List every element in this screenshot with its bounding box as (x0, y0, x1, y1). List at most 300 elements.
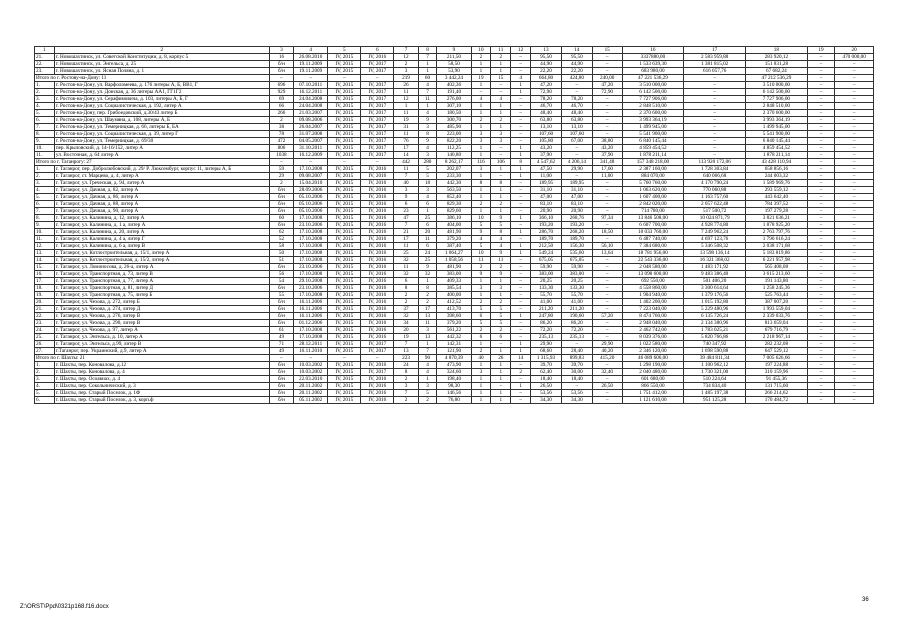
table-cell: 1 (471, 397, 491, 404)
table-row (35, 320, 874, 327)
table-row (35, 222, 874, 229)
row-number: 5. (35, 194, 55, 201)
subtotal-label: Итого по г. Ростову-на-Дону: 11 (35, 75, 270, 82)
table-cell: – (807, 264, 835, 271)
table-cell: IV, 2017 (361, 131, 394, 138)
table-cell: – (592, 117, 622, 124)
table-cell: 32,40 (592, 369, 622, 376)
table-cell: 47 221 536,29 (622, 75, 684, 82)
table-cell: 442,32 (437, 334, 471, 341)
table-cell: IV, 2016 (361, 54, 394, 61)
row-number: 11. (35, 152, 55, 159)
table-cell: 8 (491, 180, 511, 187)
table-cell: – (361, 159, 394, 166)
table-cell: – (511, 131, 531, 138)
table-cell: 1 (471, 68, 491, 75)
table-cell: – (592, 264, 622, 271)
table-cell: – (835, 278, 874, 285)
address-cell: г. Таганрог, ул. Чехова, д. 97, литер А (54, 327, 269, 334)
table-cell: 6 607 700,00 (622, 222, 684, 229)
table-cell: 48,40 (531, 110, 562, 117)
table-cell: 28.09.2006 (294, 187, 328, 194)
table-cell: 47,20 (592, 82, 622, 89)
table-cell: – (684, 75, 746, 82)
table-cell: 806 (269, 145, 293, 152)
table-cell: 61 (269, 327, 293, 334)
address-cell: г. Ростов-на-Дону, ул. Шаумяна, д. 108, литеры А, Б (54, 117, 269, 124)
table-cell: 235,13 (531, 334, 562, 341)
table-cell: 7 (394, 341, 418, 348)
table-cell: 32 (394, 271, 418, 278)
table-cell: IV, 2016 (361, 383, 394, 390)
table-cell: 10.03.2002 (294, 369, 328, 376)
table-cell: – (592, 96, 622, 103)
table-cell: 1 (511, 82, 531, 89)
table-cell: 415,20 (592, 355, 622, 362)
table-cell: 2 (394, 397, 418, 404)
table-cell: – (807, 131, 835, 138)
row-number: 8. (35, 215, 55, 222)
table-cell: 22 543 336,00 (622, 257, 684, 264)
table-row (35, 362, 874, 369)
column-number: 4 (294, 47, 328, 54)
table-cell: 18 (418, 180, 437, 187)
table-cell: – (511, 299, 531, 306)
table-cell: 4 (491, 243, 511, 250)
table-cell: – (592, 306, 622, 313)
table-cell: 34,30 (561, 397, 592, 404)
table-cell: 95,50 (561, 54, 592, 61)
table-row (35, 285, 874, 292)
table-cell: IV, 2016 (361, 236, 394, 243)
table-cell: IV, 2015 (328, 138, 361, 145)
table-cell: 1 (471, 173, 491, 180)
table-cell: 11,00 (592, 173, 622, 180)
table-cell: 1 (471, 61, 491, 68)
table-cell: 1 728 303,84 (684, 166, 746, 173)
table-cell: – (684, 145, 746, 152)
column-number: 6 (361, 47, 394, 54)
row-number: 4. (35, 103, 55, 110)
table-cell: – (511, 103, 531, 110)
table-cell: IV, 2015 (328, 61, 361, 68)
table-cell: – (592, 271, 622, 278)
table-cell: IV, 2017 (361, 103, 394, 110)
table-cell: 67,00 (561, 138, 592, 145)
table-cell: б/н (269, 306, 293, 313)
table-cell: 1 (471, 341, 491, 348)
table-cell: 2 (491, 117, 511, 124)
table-cell: – (807, 355, 835, 362)
table-cell: – (835, 89, 874, 96)
table-cell: – (684, 138, 746, 145)
table-cell: 2 (471, 117, 491, 124)
table-cell: 385,54 (437, 285, 471, 292)
table-cell: 379,20 (437, 236, 471, 243)
column-number: 1 (35, 47, 55, 54)
table-cell: IV, 2017 (361, 96, 394, 103)
table-cell: 223,00 (437, 131, 471, 138)
table-cell: 23 (394, 208, 418, 215)
table-cell: 485,90 (437, 124, 471, 131)
table-cell: 51 (269, 257, 293, 264)
table-cell: IV, 2015 (328, 187, 361, 194)
table-cell: 68,60 (531, 348, 562, 355)
table-cell: 1 (418, 68, 437, 75)
table-cell: 4 170 790,24 (684, 180, 746, 187)
table-cell: 31.07.2008 (294, 131, 328, 138)
table-cell: 49 (269, 334, 293, 341)
table-cell: 14 (394, 152, 418, 159)
table-cell: 22,20 (531, 68, 562, 75)
table-cell: 01.12.2006 (294, 320, 328, 327)
table-cell: 884 070,00 (622, 173, 684, 180)
table-cell: 19.11.2009 (294, 61, 328, 68)
table-cell: 664,80 (531, 75, 562, 82)
table-cell: 43 428 110,94 (746, 159, 808, 166)
table-cell: IV, 2015 (328, 96, 361, 103)
table-row (35, 348, 874, 355)
table-cell: – (807, 341, 835, 348)
address-cell: г. Таганрог, пер. Добролюбовский, д. 29/ Р. Люксембург, корпус 11, литеры А, Б (54, 166, 269, 173)
table-cell: 12 (394, 96, 418, 103)
row-number: 13. (35, 250, 55, 257)
table-cell: – (807, 285, 835, 292)
table-cell: – (807, 89, 835, 96)
table-cell: IV, 2015 (328, 299, 361, 306)
table-cell: IV, 2015 (328, 222, 361, 229)
table-cell: IV, 2016 (361, 229, 394, 236)
table-cell: IV, 2015 (328, 117, 361, 124)
table-cell: 1 878 211,14 (622, 152, 684, 159)
table-cell: 2 (269, 117, 293, 124)
table-cell: 481,90 (437, 229, 471, 236)
row-number: 14. (35, 257, 55, 264)
table-cell: 1 163 757,60 (684, 194, 746, 201)
table-cell: – (592, 327, 622, 334)
table-cell: 40,20 (592, 348, 622, 355)
address-cell: г. Таганрог, ул. Транспортная, д. 75, литер Б (54, 292, 269, 299)
table-cell: 58 (269, 243, 293, 250)
table-cell: 1 258 245,36 (746, 285, 808, 292)
table-cell: 107,60 (531, 131, 562, 138)
table-cell: – (592, 54, 622, 61)
table-cell: IV, 2015 (328, 264, 361, 271)
table-cell: – (294, 355, 328, 362)
table-cell: IV, 2017 (361, 68, 394, 75)
table-cell: – (328, 75, 361, 82)
table-cell: 19 (394, 117, 418, 124)
address-cell: г. Таганрог, ул. Дачная, д. 88, литер А (54, 201, 269, 208)
table-cell: – (807, 306, 835, 313)
table-cell: 5 (491, 320, 511, 327)
table-cell: 2 948 040,00 (622, 320, 684, 327)
table-cell: 17.10.2008 (294, 271, 328, 278)
table-cell: 1 (471, 390, 491, 397)
table-cell: IV, 2015 (328, 215, 361, 222)
table-cell: 3 (418, 152, 437, 159)
table-cell: 341,48 (592, 159, 622, 166)
table-cell: 78,20 (561, 96, 592, 103)
table-cell: 219 (394, 75, 418, 82)
table-cell: 5 (491, 306, 511, 313)
table-cell: IV, 2017 (361, 348, 394, 355)
table-cell: – (807, 208, 835, 215)
table-cell: – (807, 68, 835, 75)
table-cell: 17 (418, 306, 437, 313)
table-cell: – (294, 159, 328, 166)
table-cell: 1 (491, 369, 511, 376)
table-cell: – (835, 187, 874, 194)
table-cell: 280 (418, 159, 437, 166)
table-cell: – (835, 271, 874, 278)
table-cell: 202,07 (437, 166, 471, 173)
table-cell: 31,10 (531, 187, 562, 194)
table-row (35, 180, 874, 187)
table-cell: 4 (491, 96, 511, 103)
table-cell: 442,30 (437, 180, 471, 187)
table-cell: 76,80 (437, 397, 471, 404)
table-cell: 11,00 (531, 173, 562, 180)
address-cell: г. Таганрог, ул. Дачная, д. 82, литер А (54, 187, 269, 194)
table-cell: 3 (491, 131, 511, 138)
row-number: 1. (35, 362, 55, 369)
table-cell: IV, 2015 (328, 376, 361, 383)
table-cell: – (592, 390, 622, 397)
table-cell: 78 (269, 131, 293, 138)
table-cell: 09.08.2007 (294, 173, 328, 180)
table-cell: 1038 (269, 152, 293, 159)
table-row (35, 89, 874, 96)
table-cell: – (835, 117, 874, 124)
table-cell: 05.10.2006 (294, 201, 328, 208)
table-cell: 2 370 600,00 (622, 110, 684, 117)
row-number: 22. (35, 61, 55, 68)
table-cell: 1 790 616,24 (746, 236, 808, 243)
table-cell: – (835, 362, 874, 369)
table-cell: 53,56 (531, 390, 562, 397)
table-cell: IV, 2015 (328, 243, 361, 250)
table-cell: 307,10 (437, 103, 471, 110)
table-cell: 1 (471, 103, 491, 110)
table-cell: 1 (491, 362, 511, 369)
table-cell: IV, 2017 (361, 117, 394, 124)
table-cell: 23.10.2006 (294, 285, 328, 292)
address-cell: г. Таганрог, ул. Дачная, д. 86, литер А (54, 194, 269, 201)
table-cell: 9 (471, 229, 491, 236)
table-cell: 714 780,00 (622, 208, 684, 215)
column-number: 15 (592, 47, 622, 54)
table-cell: 9 (491, 250, 511, 257)
table-cell: 22.03.2010 (294, 376, 328, 383)
table-cell: 26.08.2010 (294, 54, 328, 61)
address-cell: г. Таганрог, ул. Транспортная, д. 81, литер Д (54, 285, 269, 292)
table-cell: 1 (511, 383, 531, 390)
table-cell: – (807, 166, 835, 173)
address-cell: г. Таганрог, ул. Греческая, д. 94, литер А (54, 180, 269, 187)
row-number: 22. (35, 313, 55, 320)
table-row (35, 229, 874, 236)
table-cell: 40 (394, 180, 418, 187)
table-cell: 156,30 (561, 243, 592, 250)
table-cell: 25 (394, 250, 418, 257)
table-cell: – (561, 152, 592, 159)
table-cell: 1 402 200,00 (622, 299, 684, 306)
table-cell: 15 (491, 75, 511, 82)
table-cell: 4 (418, 110, 437, 117)
table-cell: 140,80 (437, 152, 471, 159)
table-cell: 37 (394, 306, 418, 313)
table-row (35, 278, 874, 285)
table-cell: 2 842 020,00 (622, 201, 684, 208)
table-cell: – (561, 341, 592, 348)
table-cell: IV, 2015 (328, 271, 361, 278)
table-cell: IV, 2015 (328, 320, 361, 327)
table-cell: 9 (491, 215, 511, 222)
row-number: 2. (35, 173, 55, 180)
table-cell: 4 870,39 (437, 355, 471, 362)
table-row (35, 166, 874, 173)
table-cell: – (835, 341, 874, 348)
table-cell: 675,05 (531, 257, 562, 264)
table-cell: 470 000,00 (835, 54, 874, 61)
table-cell: – (835, 138, 874, 145)
table-cell: 1 (471, 376, 491, 383)
table-row (35, 117, 874, 124)
table-cell: 20,25 (561, 278, 592, 285)
table-cell: 5 541 900,00 (622, 131, 684, 138)
table-cell: – (835, 299, 874, 306)
table-row (35, 327, 874, 334)
table-row (35, 243, 874, 250)
table-cell: 692 550,00 (622, 278, 684, 285)
table-cell: 7 (394, 222, 418, 229)
table-cell: 9 (418, 117, 437, 124)
table-cell: 19 (471, 75, 491, 82)
table-cell: 3 (418, 187, 437, 194)
row-number: 5. (35, 390, 55, 397)
table-row (35, 145, 874, 152)
table-cell: – (592, 194, 622, 201)
table-cell: 640 066,68 (684, 173, 746, 180)
table-cell: 658 856,16 (746, 166, 808, 173)
table-cell: 4 (471, 96, 491, 103)
table-cell: 424,80 (561, 75, 592, 82)
table-cell: 1 (511, 243, 531, 250)
table-cell: – (807, 243, 835, 250)
table-cell: 4 697 123,76 (684, 236, 746, 243)
column-number: 17 (684, 47, 746, 54)
table-cell: – (835, 208, 874, 215)
table-cell: IV, 2015 (328, 362, 361, 369)
table-cell: 34,30 (531, 397, 562, 404)
table-cell: 16.11.2006 (294, 313, 328, 320)
table-cell: – (835, 334, 874, 341)
table-cell: 10 (471, 215, 491, 222)
table-cell: 193,20 (531, 222, 562, 229)
table-cell: 26 (394, 82, 418, 89)
table-cell: 1 (471, 152, 491, 159)
table-cell: – (592, 285, 622, 292)
table-cell: 929 (269, 89, 293, 96)
table-cell: 17.10.2008 (294, 229, 328, 236)
table-cell: – (511, 222, 531, 229)
table-cell: IV, 2016 (361, 285, 394, 292)
table-cell: IV, 2015 (328, 306, 361, 313)
table-cell: 2 218 967,14 (746, 334, 808, 341)
table-cell: 191 143,80 (746, 278, 808, 285)
table-cell: 7 (394, 390, 418, 397)
table-cell: 2 (491, 54, 511, 61)
table-cell: 1 607 400,00 (622, 194, 684, 201)
column-number: 13 (531, 47, 562, 54)
table-cell: – (269, 355, 293, 362)
table-row (35, 250, 874, 257)
table-cell: – (511, 362, 531, 369)
table-cell: 8 262,17 (437, 159, 471, 166)
table-cell: 1 100 962,12 (684, 362, 746, 369)
table-cell: 39 484 811,34 (684, 355, 746, 362)
table-cell: 2 134 380,96 (684, 320, 746, 327)
table-cell: 1 (511, 166, 531, 173)
table-cell: 3 993 364,19 (622, 117, 684, 124)
column-number: 2 (54, 47, 269, 54)
table-cell: 47,20 (531, 82, 562, 89)
table-cell: б/н (269, 201, 293, 208)
table-cell: 6 (418, 201, 437, 208)
table-cell: 97,34 (592, 215, 622, 222)
table-cell: – (592, 376, 622, 383)
table-cell: IV, 2016 (361, 362, 394, 369)
table-cell: 601 680,00 (622, 376, 684, 383)
table-cell: – (361, 355, 394, 362)
table-row (35, 257, 874, 264)
table-cell: 3 (471, 285, 491, 292)
table-cell: 852,40 (437, 194, 471, 201)
table-cell: 4 (471, 236, 491, 243)
table-cell: 46,70 (531, 103, 562, 110)
page-number: 36 (862, 597, 869, 603)
table-cell: 5 346 508,32 (684, 243, 746, 250)
table-cell: 38 (269, 124, 293, 131)
table-cell: 5 541 900,00 (746, 131, 808, 138)
table-cell: 286,70 (531, 229, 562, 236)
table-cell: – (807, 257, 835, 264)
table-cell: 400,00 (437, 292, 471, 299)
table-cell: 2 (394, 292, 418, 299)
column-number: 9 (437, 47, 471, 54)
table-cell: 11 (394, 110, 418, 117)
table-cell: 442 (394, 159, 418, 166)
table-cell: 13,64 (592, 250, 622, 257)
table-cell: 696 (269, 82, 293, 89)
table-cell: – (511, 376, 531, 383)
table-cell: 198,40 (437, 376, 471, 383)
row-number: 2. (35, 89, 55, 96)
table-cell: – (835, 124, 874, 131)
column-number: 20 (835, 47, 874, 54)
table-cell: 72,20 (531, 327, 562, 334)
table-cell: 3 821 636,21 (746, 215, 808, 222)
table-cell: б/н (269, 376, 293, 383)
table-cell: 55,70 (531, 292, 562, 299)
table-cell: – (835, 313, 874, 320)
table-cell: – (491, 89, 511, 96)
table-row (35, 61, 874, 68)
row-number: 1. (35, 166, 55, 173)
address-cell: г. Таганрог, ул. Чехова, д. 290, литер В (54, 320, 269, 327)
table-cell: – (328, 355, 361, 362)
